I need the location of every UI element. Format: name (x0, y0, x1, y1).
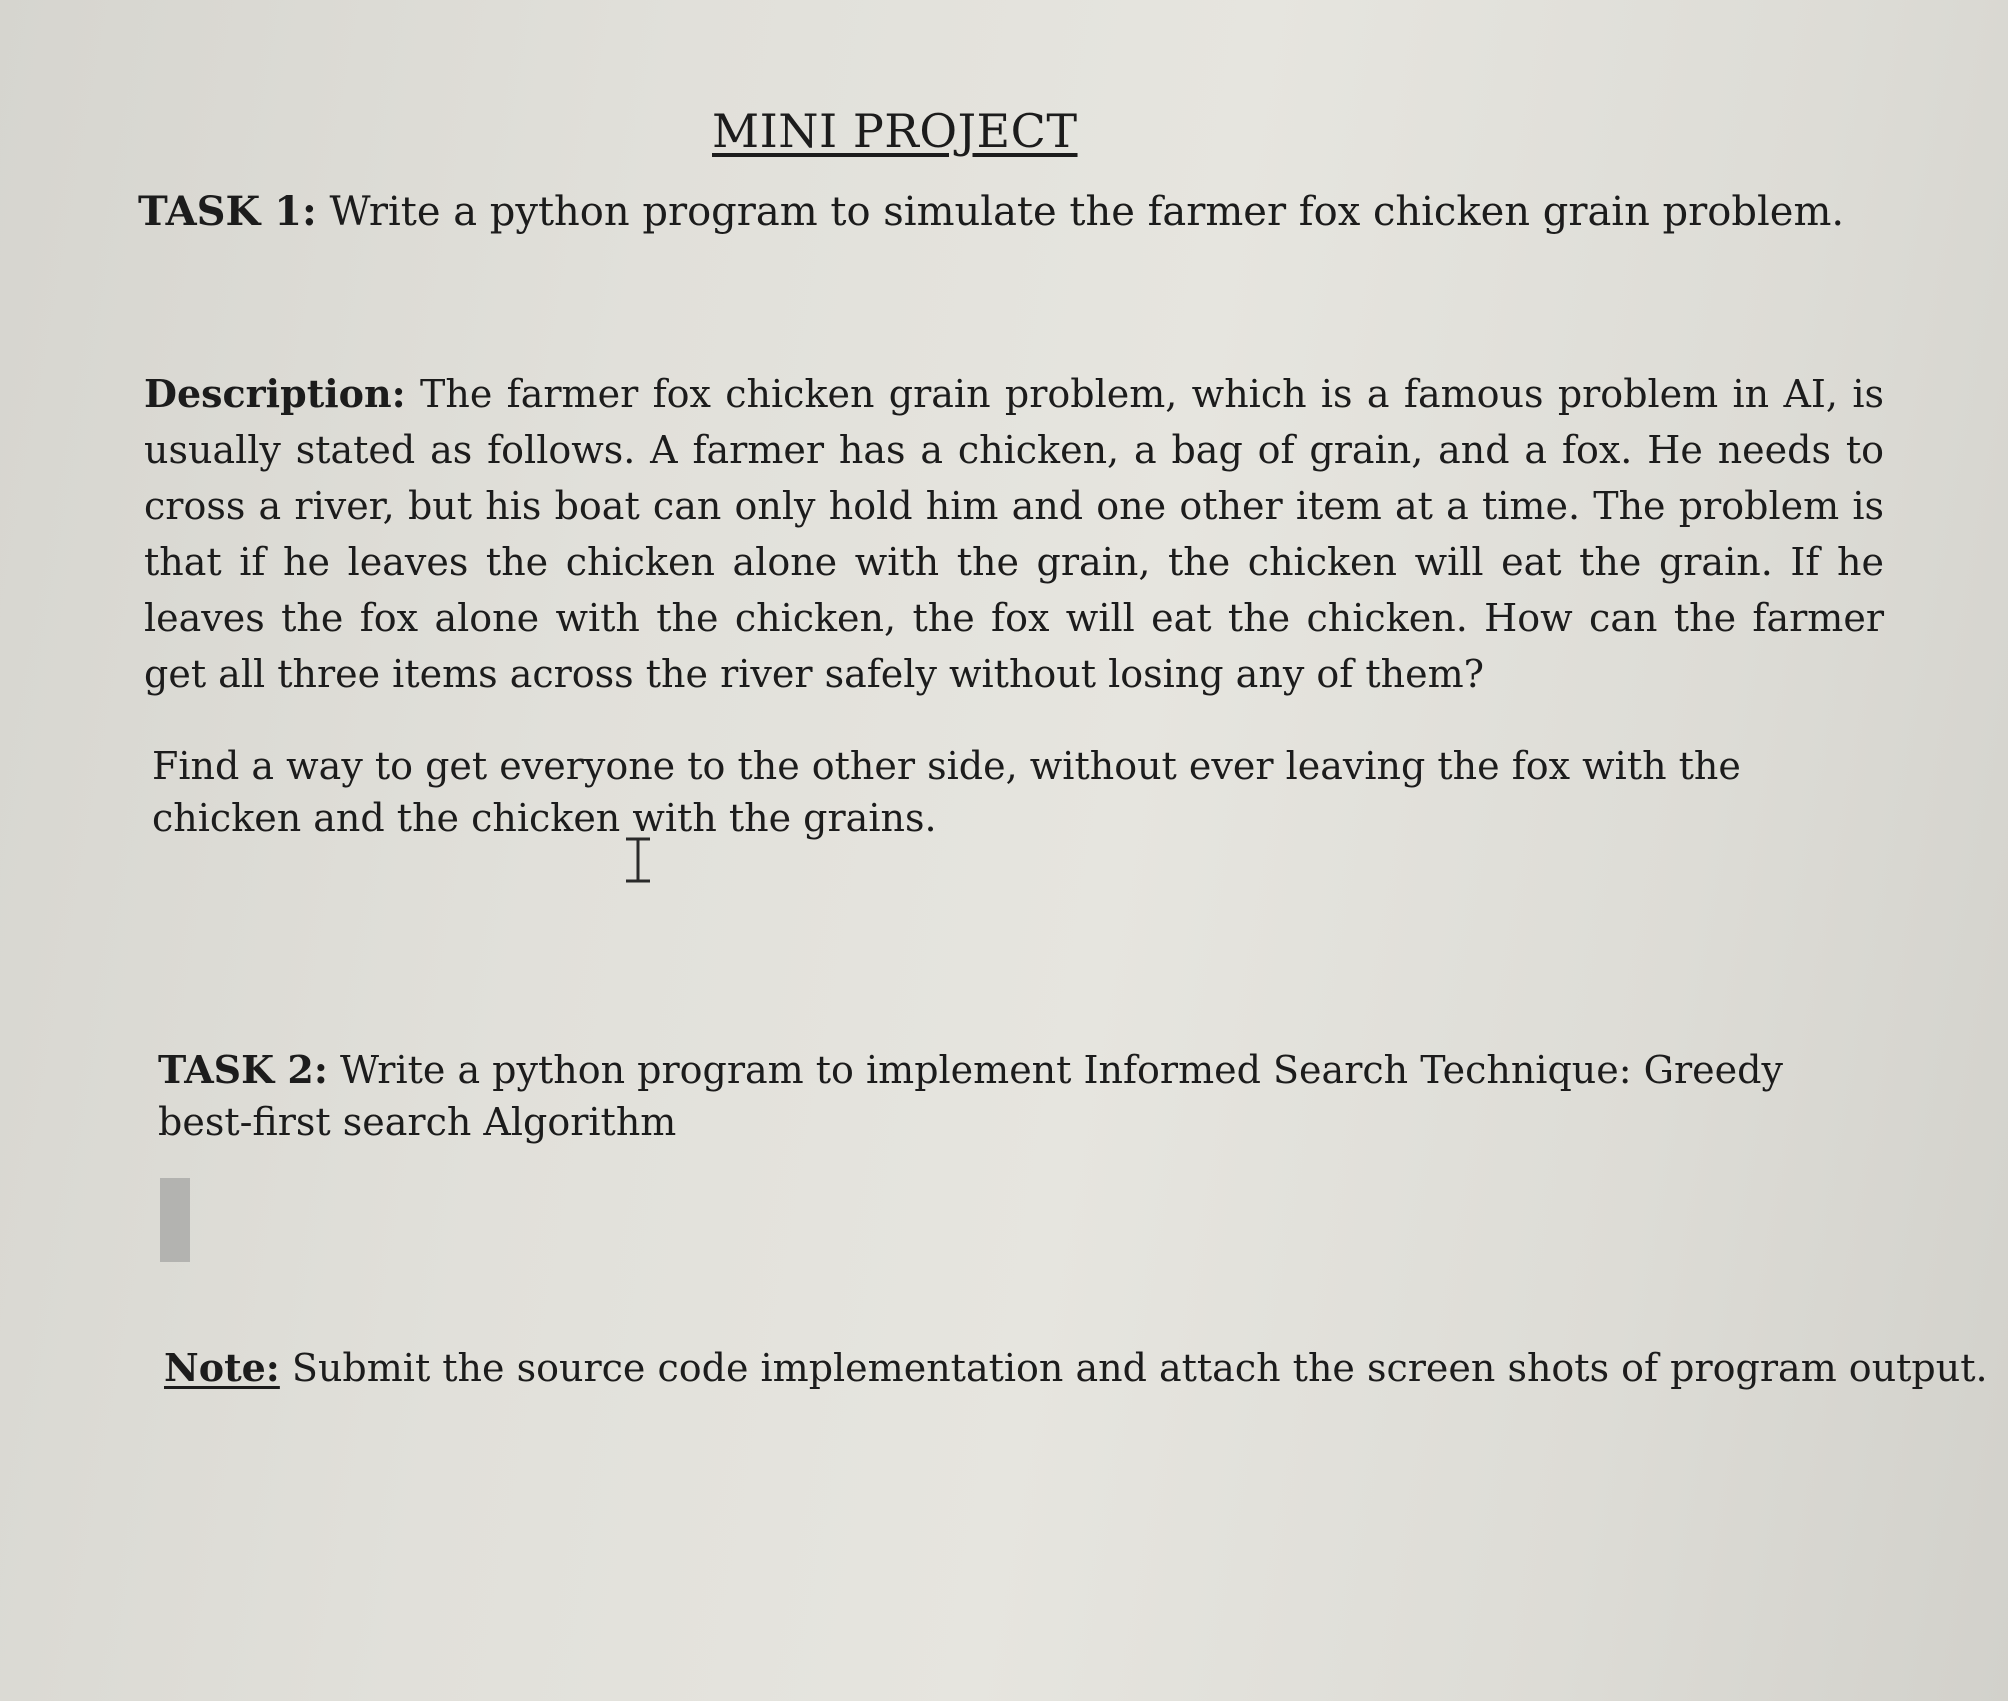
note (164, 1345, 1988, 1390)
note-label: Note: (164, 1345, 280, 1390)
description-paragraph (144, 366, 1884, 702)
selection-block (160, 1178, 190, 1262)
task-1 (138, 188, 1844, 235)
task-2-label: TASK 2: (158, 1047, 328, 1092)
task-2 (158, 1044, 1878, 1148)
description-label: Description: (144, 371, 406, 416)
text-cursor-icon (620, 836, 656, 884)
instruction-paragraph: Find a way to get everyone to the other side, without ever leaving the fox with the chicken and the chicken with the grains. (152, 744, 1741, 840)
note-text: Submit the source code implementation and attach the screen shots of program output. (279, 1346, 1988, 1390)
description-text: The farmer fox chicken grain problem, which is a famous problem in AI, is usually stated as follows. A farmer has a chicken, a bag of grain, and a fox. He needs to cross a river, but his boat can only hold him and one other item at a time. The problem is that if he leaves the chicken alone with the grain, the chicken will eat the grain. If he leaves the fox alone with the chicken, the fox will eat the chicken. How can the farmer get all three items across the river safely without losing any of them? (144, 372, 1884, 696)
page-title: MINI PROJECT (712, 104, 1078, 158)
task-1-label: TASK 1: (138, 188, 317, 235)
task-2-text: Write a python program to implement Informed Search Technique: Greedy best-first search Algorithm (158, 1048, 1783, 1144)
task-1-text: Write a python program to simulate the farmer fox chicken grain problem. (316, 189, 1845, 235)
